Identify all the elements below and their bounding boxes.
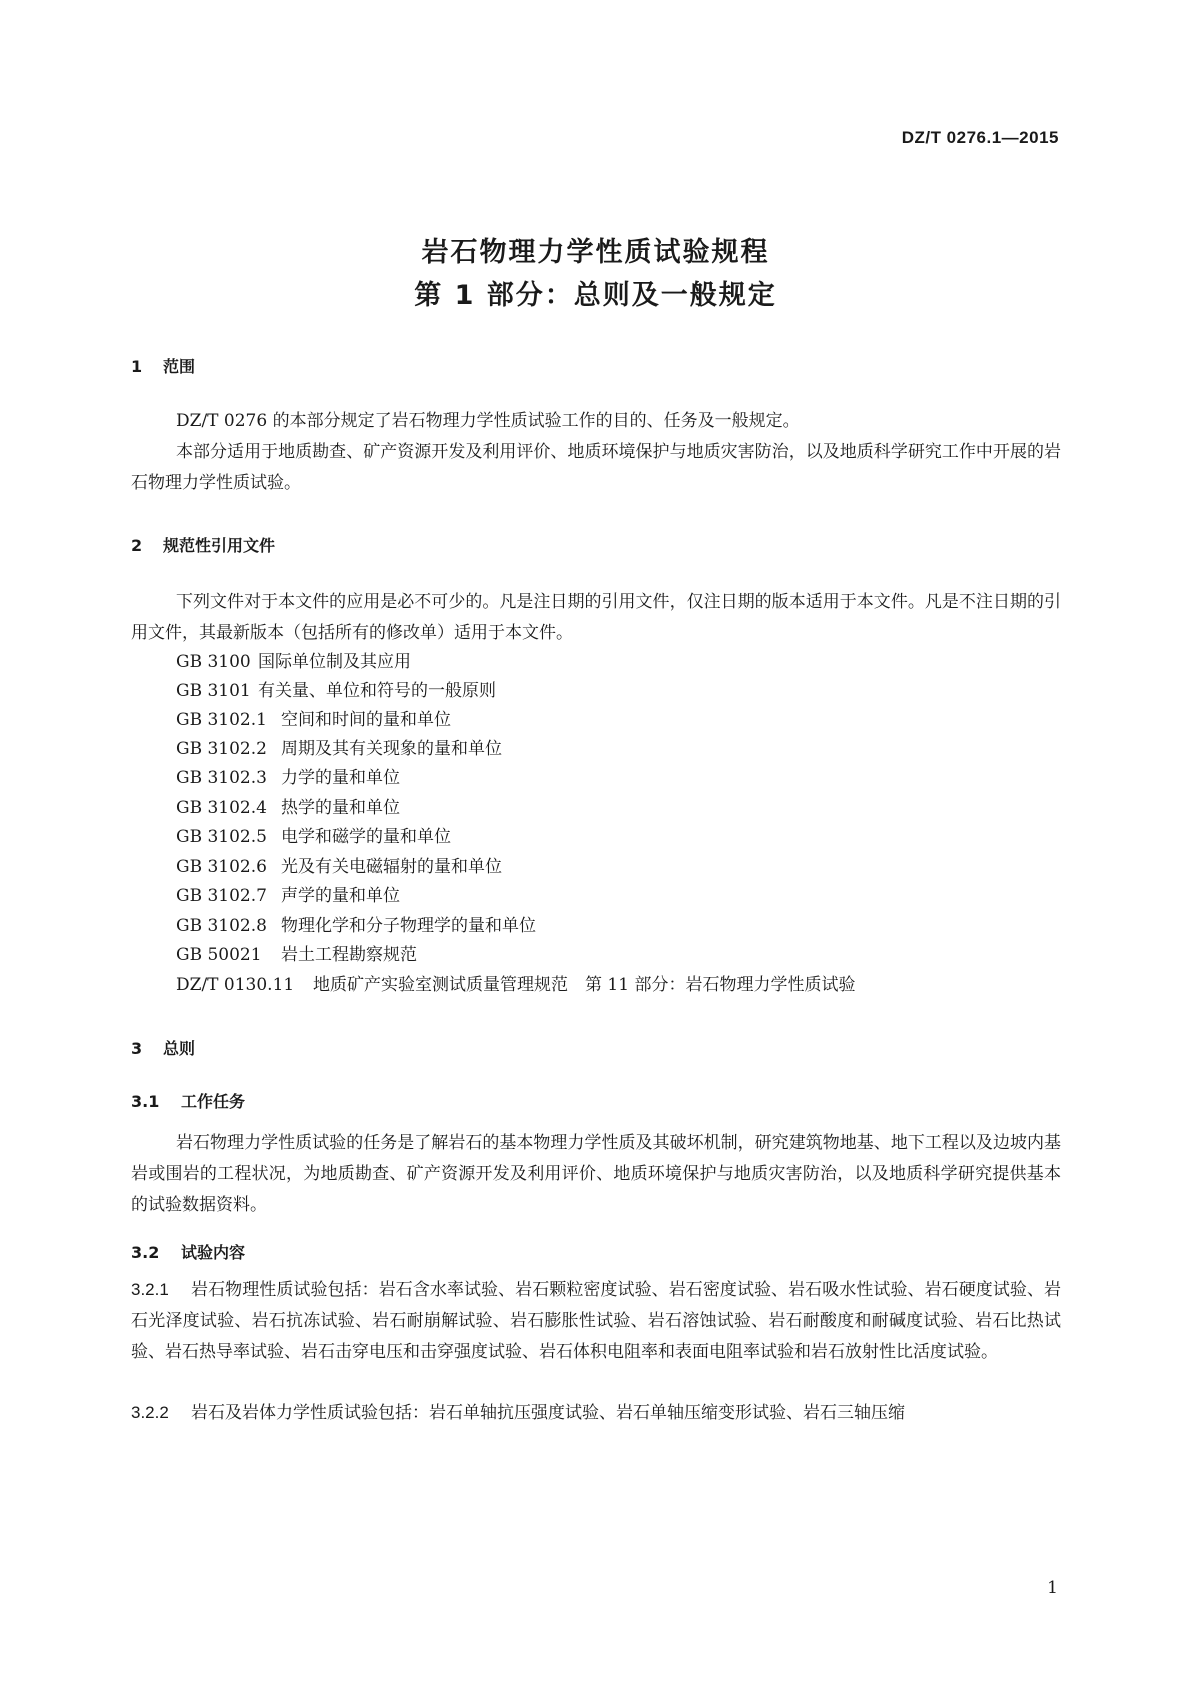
reference-item [176, 647, 411, 678]
clause-number: 3.2.2 [131, 1403, 169, 1422]
reference-item [176, 911, 536, 942]
section-title: 规范性引用文件 [163, 536, 276, 555]
clause-3-2-2 [131, 1397, 1061, 1429]
subsection-title: 工作任务 [181, 1092, 246, 1111]
section-number: 3 [131, 1039, 143, 1058]
document-title: 岩石物理力学性质试验规程 [421, 237, 770, 268]
clause-text: 岩石及岩体力学性质试验包括：岩石单轴抗压强度试验、岩石单轴压缩变形试验、岩石三轴压缩 [191, 1403, 905, 1423]
reference-title: 物理化学和分子物理学的量和单位 [281, 916, 536, 936]
subsection-number: 3.2 [131, 1243, 160, 1262]
reference-item [176, 763, 400, 794]
section-3-1-heading [131, 1089, 245, 1112]
clause-number: 3.2.1 [131, 1280, 169, 1299]
reference-title: 光及有关电磁辐射的量和单位 [281, 857, 502, 877]
reference-title: 电学和磁学的量和单位 [281, 827, 451, 847]
section-1-heading [131, 354, 195, 377]
reference-title: 力学的量和单位 [281, 768, 400, 788]
reference-code: GB 3102.6 [176, 857, 267, 877]
reference-item [176, 822, 451, 853]
reference-code: GB 3102.7 [176, 886, 267, 906]
reference-item [176, 676, 496, 707]
reference-title: 国际单位制及其应用 [258, 652, 411, 672]
section-2-heading [131, 533, 275, 556]
section-title: 总则 [163, 1039, 196, 1058]
subsection-title: 试验内容 [181, 1243, 246, 1262]
reference-code: GB 3101 [176, 681, 251, 701]
reference-code: GB 3102.5 [176, 827, 267, 847]
reference-title: 周期及其有关现象的量和单位 [281, 739, 502, 759]
section-1-paragraph-1: DZ/T 0276 的本部分规定了岩石物理力学性质试验工作的目的、任务及一般规定。 [176, 411, 800, 431]
section-number: 2 [131, 536, 143, 555]
reference-code: GB 50021 [176, 945, 262, 965]
reference-code: GB 3102.4 [176, 798, 267, 818]
clause-text: 岩石物理性质试验包括：岩石含水率试验、岩石颗粒密度试验、岩石密度试验、岩石吸水性试验、岩石硬度试验、岩石光泽度试验、岩石抗冻试验、岩石耐崩解试验、岩石膨胀性试验、岩石溶蚀试验、岩石耐酸度和耐碱度试验、岩石比热试验、岩石热导率试验、岩石击穿电压和击穿强度试验、岩石体积电阻率和表面电阻率试验和岩石放射性比活度试验。 [131, 1280, 1061, 1362]
reference-code: GB 3102.8 [176, 916, 267, 936]
standard-code: DZ/T 0276.1—2015 [901, 128, 1059, 147]
reference-item [176, 970, 855, 1001]
reference-item [176, 881, 400, 912]
reference-item [176, 852, 502, 883]
reference-item [176, 734, 502, 765]
section-2-intro: 下列文件对于本文件的应用是必不可少的。凡是注日期的引用文件，仅注日期的版本适用于本文件。凡是不注日期的引用文件，其最新版本（包括所有的修改单）适用于本文件。 [131, 592, 1061, 643]
section-number: 1 [131, 357, 143, 376]
reference-item [176, 793, 400, 824]
section-3-1-paragraph: 岩石物理力学性质试验的任务是了解岩石的基本物理力学性质及其破坏机制，研究建筑物地基、地下工程以及边坡内基岩或围岩的工程状况，为地质勘查、矿产资源开发及利用评价、地质环境保护与地质灾害防治，以及地质科学研究提供基本的试验数据资料。 [131, 1133, 1061, 1215]
reference-code: GB 3102.2 [176, 739, 267, 759]
reference-title: 有关量、单位和符号的一般原则 [258, 681, 496, 701]
section-title: 范围 [163, 357, 196, 376]
reference-item [176, 705, 451, 736]
reference-title: 热学的量和单位 [281, 798, 400, 818]
section-3-2-heading [131, 1240, 245, 1263]
section-3-heading [131, 1036, 195, 1059]
reference-code: GB 3102.1 [176, 710, 267, 730]
document-subtitle: 第 1 部分：总则及一般规定 [414, 280, 777, 311]
reference-title: 岩土工程勘察规范 [281, 945, 417, 965]
reference-item [176, 940, 417, 971]
reference-title: 声学的量和单位 [281, 886, 400, 906]
section-1-paragraph-2: 本部分适用于地质勘查、矿产资源开发及利用评价、地质环境保护与地质灾害防治，以及地质科学研究工作中开展的岩石物理力学性质试验。 [131, 442, 1061, 493]
reference-code: DZ/T 0130.11 [176, 975, 295, 995]
reference-code: GB 3102.3 [176, 768, 267, 788]
clause-3-2-1 [131, 1274, 1061, 1368]
reference-code: GB 3100 [176, 652, 251, 672]
reference-title: 空间和时间的量和单位 [281, 710, 451, 730]
reference-title: 地质矿产实验室测试质量管理规范 第 11 部分：岩石物理力学性质试验 [313, 975, 856, 995]
page-number: 1 [1047, 1578, 1058, 1598]
subsection-number: 3.1 [131, 1092, 160, 1111]
